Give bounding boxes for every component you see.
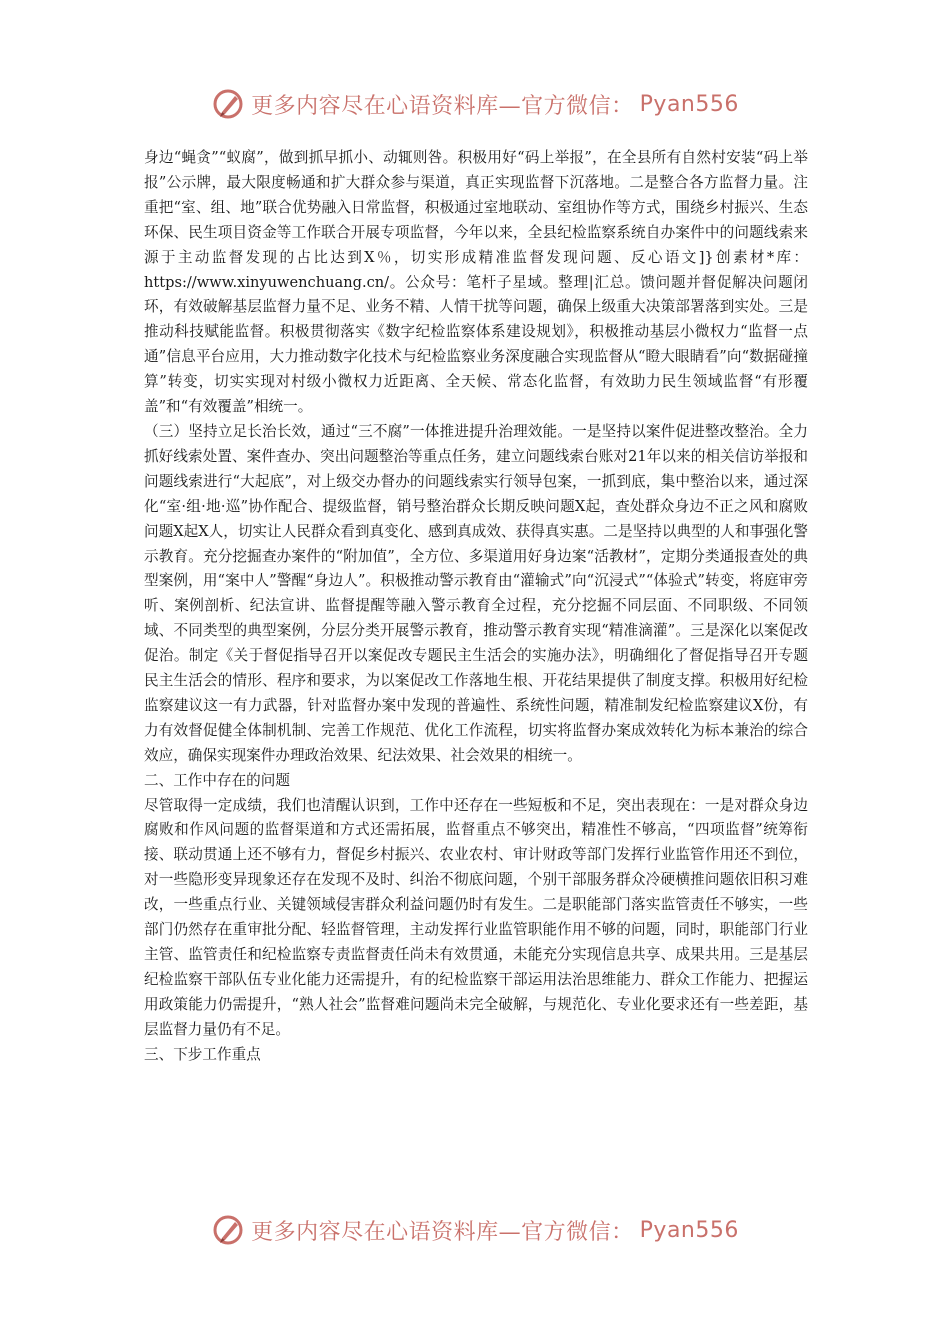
wechat-id: Pyan556 xyxy=(639,91,739,117)
banner-text: 更多内容尽在心语资料库—官方微信： xyxy=(251,1219,634,1245)
footer-banner xyxy=(0,1210,950,1250)
document-body xyxy=(144,146,808,1068)
header-banner xyxy=(0,84,950,124)
pen-circle-logo-icon xyxy=(211,1213,245,1247)
banner-text: 更多内容尽在心语资料库—官方微信： xyxy=(251,93,634,119)
pen-circle-logo-icon xyxy=(211,87,245,121)
section-heading-3: 三、下步工作重点 xyxy=(144,1045,261,1063)
paragraph-3: 尽管取得一定成绩，我们也清醒认识到，工作中还存在一些短板和不足，突出表现在：一是对群众身边腐败和作风问题的监督渠道和方式还需拓展，监督重点不够突出，精准性不够高，“四项监督”统筹衔接、联动贯通上还不够有力，督促乡村振兴、农业农村、审计财政等部门发挥行业监管作用还不到位，对一些隐形变异现象还存在发现不及时、纠治不彻底问题，个别干部服务群众冷硬横推问题依旧积习难改，一些重点行业、关键领域侵害群众利益问题仍时有发生。二是职能部门落实监管责任不够实，一些部门仍然存在重审批分配、轻监督管理，主动发挥行业监管职能作用不够的问题，同时，职能部门行业主管、监管责任和纪检监察专责监督责任尚未有效贯通，未能充分实现信息共享、成果共用。三是基层纪检监察干部队伍专业化能力还需提升，有的纪检监察干部运用法治思维能力、群众工作能力、把握运用政策能力仍需提升，“熟人社会”监督难问题尚未完全破解，与规范化、专业化要求还有一些差距，基层监督力量仍有不足。 xyxy=(144,796,808,1038)
section-heading-2: 二、工作中存在的问题 xyxy=(144,771,290,789)
paragraph-1: 身边“蝇贪”“蚁腐”，做到抓早抓小、动辄则咎。积极用好“码上举报”，在全县所有自然村安装“码上举报”公示牌，最大限度畅通和扩大群众参与渠道，真正实现监督下沉落地。二是整合各方监督力量。注重把“室、组、地”联合优势融入日常监督，积极通过室地联动、室组协作等方式，围绕乡村振兴、生态环保、民生项目资金等工作联合开展专项监督，今年以来，全县纪检监察系统自办案件中的问题线索来源于主动监督发现的占比达到X％，切实形成精准监督发现问题、反心语文]}创素材*库：https://www.xinyuwenchuang.cn/。公众号：笔杆子星域。整理|汇总。馈问题并督促解决问题闭环，有效破解基层监督力量不足、业务不精、人情干扰等问题，确保上级重大决策部署落到实处。三是推动科技赋能监督。积极贯彻落实《数字纪检监察体系建设规划》，积极推动基层小微权力“监督一点通”信息平台应用，大力推动数字化技术与纪检监察业务深度融合实现监督从“瞪大眼睛看”向“数据碰撞算”转变，切实实现对村级小微权力近距离、全天候、常态化监督，有效助力民生领域监督“有形覆盖”和“有效覆盖”相统一。 xyxy=(144,149,808,416)
paragraph-2: （三）坚持立足长治长效，通过“三不腐”一体推进提升治理效能。一是坚持以案件促进整改整治。全力抓好线索处置、案件查办、突出问题整治等重点任务，建立问题线索台账对21年以来的相关信访举报和问题线索进行“大起底”，对上级交办督办的问题线索实行领导包案，一抓到底，集中整治以来，通过深化“室·组·地·巡”协作配合、提级监督，销号整治群众长期反映问题X起，查处群众身边不正之风和腐败问题X起X人，切实让人民群众看到真变化、感到真成效、获得真实惠。二是坚持以典型的人和事强化警示教育。充分挖掘查办案件的“附加值”，全方位、多渠道用好身边案“活教材”，定期分类通报查处的典型案例，用“案中人”警醒“身边人”。积极推动警示教育由“灌输式”向“沉浸式”“体验式”转变，将庭审旁听、案例剖析、纪法宣讲、监督提醒等融入警示教育全过程，充分挖掘不同层面、不同职级、不同领域、不同类型的典型案例，分层分类开展警示教育，推动警示教育实现“精准滴灌”。三是深化以案促改促治。制定《关于督促指导召开以案促改专题民主生活会的实施办法》，明确细化了督促指导召开专题民主生活会的情形、程序和要求，为以案促改工作落地生根、开花结果提供了制度支撑。积极用好纪检监察建议这一有力武器，针对监督办案中发现的普遍性、系统性问题，精准制发纪检监察建议X份，有力有效督促健全体制机制、完善工作规范、优化工作流程，切实将监督办案成效转化为标本兼治的综合效应，确保实现案件办理政治效果、纪法效果、社会效果的相统一。 xyxy=(144,422,808,764)
wechat-id: Pyan556 xyxy=(639,1217,739,1243)
